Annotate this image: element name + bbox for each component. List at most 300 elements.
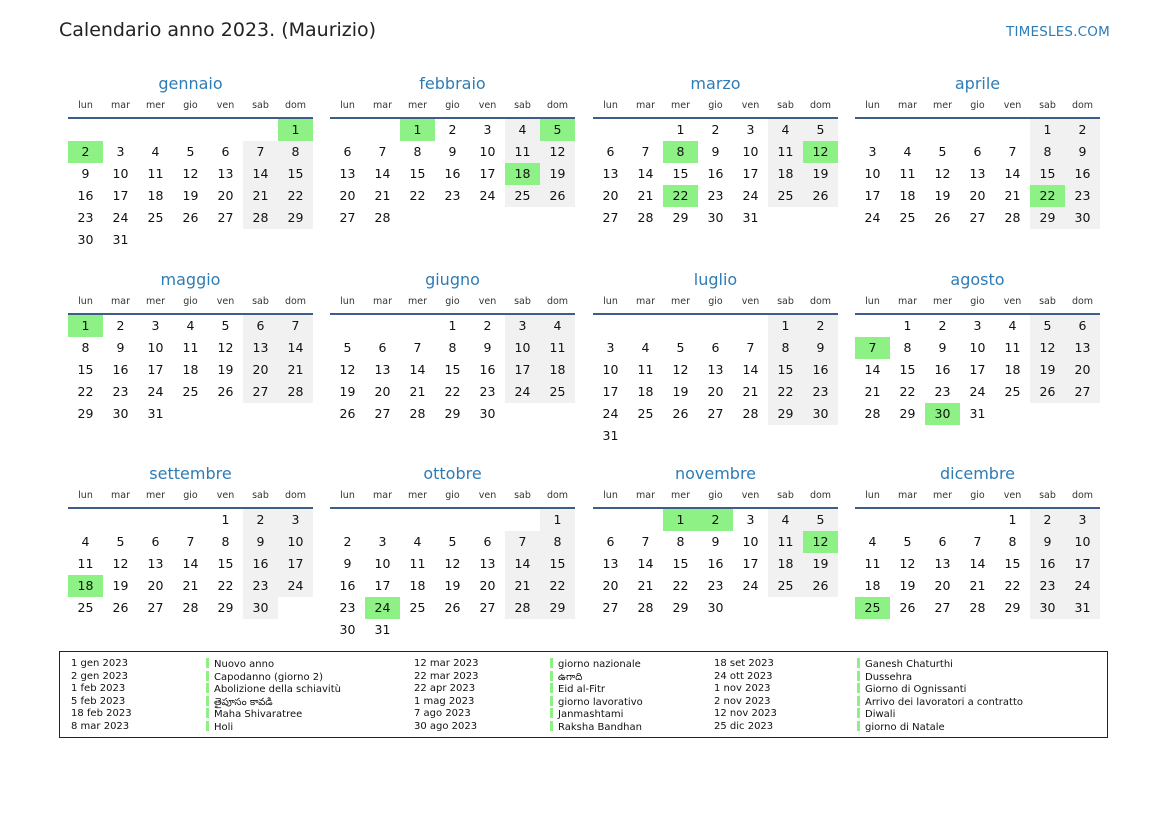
day-cell: 3 [483,122,492,137]
empty-cell [995,119,1030,141]
day-cell: 22 [444,384,461,399]
weekday-label: mer [145,100,165,111]
weekday-label: sab [514,490,531,501]
empty-cell [663,315,698,337]
legend-text: 12 mar 2023 [414,658,479,669]
legend-holiday-name [206,683,341,696]
day-cell: 17 [969,362,986,377]
day-cell: 31 [147,406,164,421]
day-cell: 20 [374,384,391,399]
empty-cell [593,509,628,531]
day-cell: 20 [602,188,619,203]
day-cell: 18 [182,362,199,377]
weekday-label: mar [636,296,655,307]
day-cell: 18 [768,163,803,185]
day-cell: 22 [1004,578,1021,593]
day-cell: 20 [217,188,234,203]
day-cell: 1 [448,318,457,333]
holiday-day-cell: 1 [278,119,313,141]
day-cell: 23 [444,188,461,203]
weekday-label: sab [514,296,531,307]
site-link[interactable]: TIMESLES.COM [1006,24,1110,40]
day-cell: 16 [77,188,94,203]
weekday-label: ven [1003,490,1022,501]
day-cell: 19 [934,188,951,203]
day-cell: 10 [742,144,759,159]
day-cell: 14 [374,166,391,181]
day-cell: 31 [969,406,986,421]
day-cell: 19 [112,578,129,593]
day-cell: 13 [1065,337,1100,359]
day-cell: 16 [1030,553,1065,575]
day-cell: 15 [672,556,689,571]
month-gennaio [68,73,313,251]
day-cell: 28 [243,207,278,229]
day-grid [68,315,313,425]
holiday-legend [59,651,1108,738]
day-cell: 6 [378,340,387,355]
legend-text: giorno nazionale [558,659,641,670]
day-cell: 23 [707,188,724,203]
day-cell: 13 [602,166,619,181]
empty-cell [628,119,663,141]
day-cell: 3 [973,318,982,333]
legend-holiday-name [857,671,1023,684]
month-name: aprile [954,74,1001,93]
weekday-label: mer [932,296,952,307]
legend-date [414,658,479,671]
day-cell: 30 [1065,207,1100,229]
empty-cell [330,315,365,337]
day-cell: 12 [672,362,689,377]
weekday-label: mar [898,100,917,111]
legend-text: Eid al-Fitr [558,684,605,696]
day-grid [593,119,838,229]
day-cell: 13 [479,556,496,571]
day-cell: 6 [1065,315,1100,337]
empty-cell [208,119,243,141]
weekday-label: sab [252,490,269,501]
day-cell: 22 [278,185,313,207]
day-cell: 29 [444,406,461,421]
legend-date [414,708,479,721]
day-cell: 7 [1008,144,1017,159]
empty-cell [365,119,400,141]
day-cell: 8 [221,534,230,549]
day-cell: 15 [768,359,803,381]
day-cell: 1 [768,315,803,337]
day-cell: 14 [864,362,881,377]
day-cell: 19 [899,578,916,593]
legend-holiday-name [550,721,643,734]
day-cell: 4 [768,119,803,141]
day-cell: 5 [221,318,230,333]
day-cell: 24 [147,384,164,399]
day-cell: 24 [112,210,129,225]
day-cell: 24 [602,406,619,421]
day-cell: 16 [803,359,838,381]
day-cell: 6 [343,144,352,159]
day-cell: 3 [378,534,387,549]
day-cell: 19 [444,578,461,593]
day-grid [855,509,1100,619]
day-cell: 16 [479,362,496,377]
holiday-day-cell: 12 [803,531,838,553]
day-cell: 15 [409,166,426,181]
day-cell: 28 [374,210,391,225]
day-cell: 13 [217,166,234,181]
empty-cell [435,509,470,531]
day-cell: 29 [672,210,689,225]
weekday-label: sab [1039,100,1056,111]
weekday-label: dom [809,100,832,111]
day-cell: 7 [746,340,755,355]
day-cell: 5 [803,509,838,531]
weekday-label: gio [970,490,985,501]
day-cell: 3 [746,512,755,527]
month-maggio [68,269,313,425]
day-cell: 13 [339,166,356,181]
day-cell: 19 [1030,359,1065,381]
weekday-label: ven [216,490,235,501]
day-cell: 21 [374,188,391,203]
legend-names-col-2 [550,658,643,734]
weekday-label: mar [373,490,392,501]
day-cell: 22 [768,381,803,403]
day-cell: 11 [899,166,916,181]
day-cell: 9 [938,340,947,355]
day-cell: 30 [243,597,278,619]
legend-color-marker [206,696,209,706]
day-cell: 24 [505,381,540,403]
day-cell: 19 [182,188,199,203]
month-dicembre [855,463,1100,619]
legend-text: Janmashtami [558,709,624,721]
day-cell: 8 [81,340,90,355]
holiday-day-cell: 18 [505,163,540,185]
day-cell: 12 [339,362,356,377]
legend-text: Capodanno (giorno 2) [214,671,324,683]
day-cell: 3 [746,122,755,137]
empty-cell [925,119,960,141]
day-cell: 25 [505,185,540,207]
day-cell: 15 [672,166,689,181]
weekday-label: lun [78,296,93,307]
month-agosto [855,269,1100,425]
day-cell: 21 [637,188,654,203]
empty-cell [400,509,435,531]
empty-cell [365,315,400,337]
legend-color-marker [550,708,553,718]
day-cell: 15 [444,362,461,377]
weekday-label: dom [1071,296,1094,307]
day-cell: 20 [243,359,278,381]
day-cell: 16 [339,578,356,593]
day-cell: 4 [81,534,90,549]
day-cell: 8 [278,141,313,163]
day-cell: 6 [151,534,160,549]
empty-cell [855,315,890,337]
weekday-label: gio [708,296,723,307]
weekday-label: gio [970,100,985,111]
day-cell: 2 [448,122,457,137]
legend-text: 5 feb 2023 [71,695,126,707]
day-cell: 12 [217,340,234,355]
day-cell: 24 [969,384,986,399]
day-cell: 14 [969,556,986,571]
day-cell: 30 [77,232,94,247]
day-grid [855,119,1100,229]
legend-text: Nuovo anno [214,659,275,670]
empty-cell [103,119,138,141]
day-cell: 25 [1004,384,1021,399]
empty-cell [103,509,138,531]
day-cell: 23 [243,575,278,597]
day-cell: 18 [147,188,164,203]
legend-color-marker [206,683,209,693]
day-cell: 2 [1065,119,1100,141]
day-cell: 24 [479,188,496,203]
month-name: agosto [950,270,1005,289]
weekday-label: ven [216,296,235,307]
weekday-label: sab [777,100,794,111]
day-cell: 5 [448,534,457,549]
day-cell: 15 [217,556,234,571]
legend-color-marker [206,671,209,681]
weekday-label: ven [741,296,760,307]
day-cell: 27 [602,600,619,615]
legend-holiday-name [857,683,1023,696]
day-grid [593,315,838,447]
weekday-header [855,295,1100,315]
legend-text: 2 nov 2023 [714,695,771,707]
day-cell: 15 [899,362,916,377]
month-name: maggio [160,270,221,289]
weekday-label: sab [777,490,794,501]
day-cell: 20 [1065,359,1100,381]
month-settembre [68,463,313,619]
month-marzo [593,73,838,229]
legend-text: 1 feb 2023 [71,683,126,695]
weekday-label: lun [340,296,355,307]
empty-cell [960,119,995,141]
day-cell: 3 [151,318,160,333]
day-cell: 4 [151,144,160,159]
day-cell: 11 [182,340,199,355]
month-name: gennaio [158,74,223,93]
day-cell: 18 [637,384,654,399]
day-cell: 5 [803,119,838,141]
weekday-label: mar [636,490,655,501]
day-cell: 8 [676,534,685,549]
day-cell: 2 [343,534,352,549]
day-cell: 21 [182,578,199,593]
weekday-header [330,99,575,119]
weekday-label: gio [970,296,985,307]
day-cell: 17 [374,578,391,593]
day-cell: 22 [672,578,689,593]
day-cell: 11 [637,362,654,377]
day-cell: 8 [448,340,457,355]
day-cell: 23 [803,381,838,403]
day-cell: 22 [77,384,94,399]
day-cell: 4 [1008,318,1017,333]
day-cell: 10 [479,144,496,159]
day-cell: 29 [1004,600,1021,615]
legend-dates-col-1 [71,658,132,734]
day-cell: 27 [707,406,724,421]
day-cell: 28 [505,597,540,619]
day-cell: 1 [540,509,575,531]
day-cell: 29 [217,600,234,615]
day-cell: 3 [868,144,877,159]
holiday-day-cell: 1 [400,119,435,141]
day-cell: 31 [1065,597,1100,619]
legend-date [71,696,132,709]
day-cell: 28 [637,210,654,225]
weekday-header [68,489,313,509]
weekday-label: ven [741,490,760,501]
legend-date [414,683,479,696]
legend-color-marker [550,658,553,668]
day-cell: 12 [540,141,575,163]
day-cell: 25 [147,210,164,225]
legend-text: giorno di Natale [865,721,945,733]
day-cell: 25 [409,600,426,615]
day-cell: 10 [278,531,313,553]
day-cell: 16 [243,553,278,575]
weekday-label: lun [603,490,618,501]
day-cell: 27 [479,600,496,615]
weekday-header [68,99,313,119]
day-cell: 6 [973,144,982,159]
day-cell: 8 [903,340,912,355]
holiday-day-cell: 18 [68,575,103,597]
empty-cell [960,509,995,531]
day-cell: 30 [803,403,838,425]
weekday-label: lun [340,490,355,501]
day-cell: 28 [969,600,986,615]
legend-date [714,683,777,696]
day-cell: 13 [707,362,724,377]
day-cell: 18 [1004,362,1021,377]
legend-color-marker [857,696,860,706]
weekday-label: ven [478,100,497,111]
day-cell: 11 [147,166,164,181]
day-cell: 4 [505,119,540,141]
weekday-label: ven [741,100,760,111]
day-cell: 26 [803,185,838,207]
day-cell: 5 [186,144,195,159]
weekday-label: mar [636,100,655,111]
empty-cell [138,509,173,531]
day-cell: 21 [243,185,278,207]
weekday-header [855,489,1100,509]
legend-date [414,671,479,684]
legend-date [71,683,132,696]
weekday-label: sab [514,100,531,111]
legend-holiday-name [857,658,1023,671]
day-cell: 7 [413,340,422,355]
holiday-day-cell: 7 [855,337,890,359]
empty-cell [330,509,365,531]
day-cell: 3 [1065,509,1100,531]
legend-color-marker [206,708,209,718]
weekday-label: dom [1071,490,1094,501]
day-cell: 20 [147,578,164,593]
day-cell: 9 [81,166,90,181]
day-cell: 12 [444,556,461,571]
day-cell: 19 [339,384,356,399]
empty-cell [593,119,628,141]
day-cell: 1 [1008,512,1017,527]
holiday-day-cell: 24 [365,597,400,619]
day-cell: 19 [803,163,838,185]
day-cell: 10 [112,166,129,181]
weekday-header [593,489,838,509]
day-cell: 20 [339,188,356,203]
empty-cell [890,509,925,531]
day-cell: 13 [969,166,986,181]
day-cell: 29 [672,600,689,615]
day-cell: 16 [112,362,129,377]
day-cell: 19 [803,553,838,575]
day-cell: 17 [864,188,881,203]
month-name: dicembre [939,464,1016,483]
month-name: marzo [690,74,741,93]
day-cell: 9 [243,531,278,553]
day-cell: 12 [899,556,916,571]
day-cell: 27 [374,406,391,421]
legend-text: giorno lavorativo [558,696,643,708]
day-cell: 10 [147,340,164,355]
legend-holiday-name [206,708,341,721]
day-cell: 28 [1004,210,1021,225]
day-cell: 14 [1004,166,1021,181]
day-cell: 28 [278,381,313,403]
day-cell: 26 [339,406,356,421]
holiday-day-cell: 2 [68,141,103,163]
legend-text: Ganesh Chaturthi [865,659,953,670]
weekday-header [593,99,838,119]
day-cell: 24 [742,188,759,203]
weekday-label: gio [708,100,723,111]
legend-text: 25 dic 2023 [714,720,774,732]
weekday-label: mer [407,100,427,111]
weekday-header [593,295,838,315]
empty-cell [400,315,435,337]
weekday-label: dom [546,490,569,501]
legend-holiday-name [857,708,1023,721]
day-cell: 10 [602,362,619,377]
empty-cell [855,509,890,531]
weekday-label: mer [407,296,427,307]
legend-text: Giorno di Ognissanti [865,684,967,696]
weekday-label: mer [407,490,427,501]
day-cell: 24 [278,575,313,597]
day-cell: 25 [899,210,916,225]
day-cell: 30 [1030,597,1065,619]
day-cell: 28 [864,406,881,421]
legend-color-marker [206,658,209,668]
day-cell: 6 [606,534,615,549]
day-cell: 9 [803,337,838,359]
day-cell: 22 [899,384,916,399]
empty-cell [505,509,540,531]
weekday-label: mar [111,100,130,111]
day-cell: 21 [637,578,654,593]
day-cell: 23 [1030,575,1065,597]
